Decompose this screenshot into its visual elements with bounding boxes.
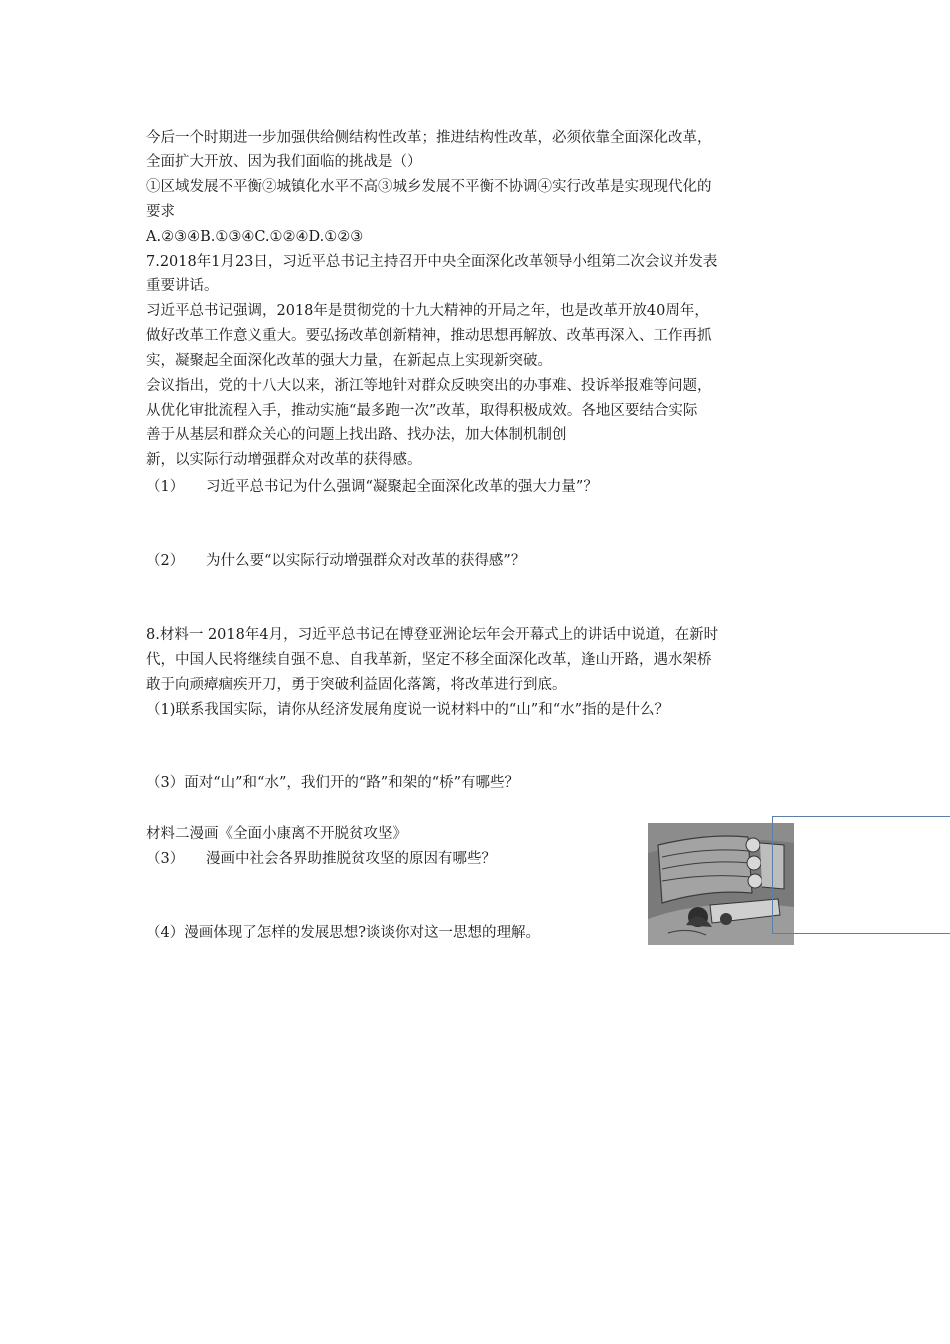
text-line: 8.材料一 2018年4月，习近平总书记在博登亚洲论坛年会开幕式上的讲话中说道，在新时: [146, 627, 719, 643]
text-line: 敢于向顽瘴痼疾开刀，勇于突破利益固化落篱，将改革进行到底。: [146, 677, 567, 693]
text-line: 做好改革工作意义重大。要弘扬改革创新精神，推动思想再解放、改革再深入、工作再抓: [146, 328, 712, 344]
text-line: 全面扩大开放、因为我们面临的挑战是（）: [146, 154, 422, 170]
sub-question: （4）漫画体现了怎样的发展思想?谈谈你对这一思想的理解。: [146, 925, 540, 941]
sub-question: [146, 849, 496, 869]
sub-question-number: （1）: [146, 479, 185, 495]
sub-question: （1)联系我国实际，请你从经济发展角度说一说材料中的“山”和“水”指的是什么？: [146, 702, 670, 718]
text-line: 从优化审批流程入手，推动实施“最多跑一次”改革，取得积极成效。各地区要结合实际: [146, 403, 698, 419]
sub-question-1: [146, 477, 598, 497]
sub-question-number: （2）: [146, 553, 185, 569]
text-line: ①区域发展不平衡②城镇化水平不高③城乡发展不平衡不协调④实行改革是实现现代化的: [146, 179, 712, 195]
text-line: 今后一个时期进一步加强供给侧结构性改革；推进结构性改革，必须依靠全面深化改革，: [146, 130, 712, 146]
text-line: 会议指出，党的十八大以来，浙江等地针对群众反映突出的办事难、投诉举报难等问题，: [146, 378, 712, 394]
text-line: 善于从基层和群众关心的问题上找出路、找办法，加大体制机制创: [146, 427, 567, 443]
sub-question-text: 漫画中社会各界助推脱贫攻坚的原因有哪些？: [206, 851, 496, 867]
text-line: 习近平总书记强调，2018年是贯彻党的十九大精神的开局之年，也是改革开放40周年，: [146, 303, 709, 319]
text-line: 新，以实际行动增强群众对改革的获得感。: [146, 452, 422, 468]
sub-question: （3）面对“山”和“水”，我们开的“路”和架的“桥”有哪些？: [146, 775, 520, 791]
material-heading: 材料二漫画《全面小康离不开脱贫攻坚》: [146, 826, 407, 842]
sub-question-number: （3）: [146, 851, 185, 867]
answer-options: A.②③④B.①③④C.①②④D.①②③: [146, 229, 364, 245]
callout-line: [772, 816, 950, 934]
text-line: 实，凝聚起全面深化改革的强大力量，在新起点上实现新突破。: [146, 353, 552, 369]
sub-question-text: 习近平总书记为什么强调“凝聚起全面深化改革的强大力量”？: [206, 479, 598, 495]
text-line: 重要讲话。: [146, 278, 219, 294]
sub-question-text: 为什么要“以实际行动增强群众对改革的获得感”？: [206, 553, 526, 569]
text-line: 代，中国人民将继续自强不息、自我革新，坚定不移全面深化改革，逢山开路，遇水架桥: [146, 652, 712, 668]
sub-question-2: [146, 551, 525, 571]
text-line: 要求: [146, 204, 175, 220]
text-line: 7.2018年1月23日，习近平总书记主持召开中央全面深化改革领导小组第二次会议并发表: [146, 254, 718, 270]
